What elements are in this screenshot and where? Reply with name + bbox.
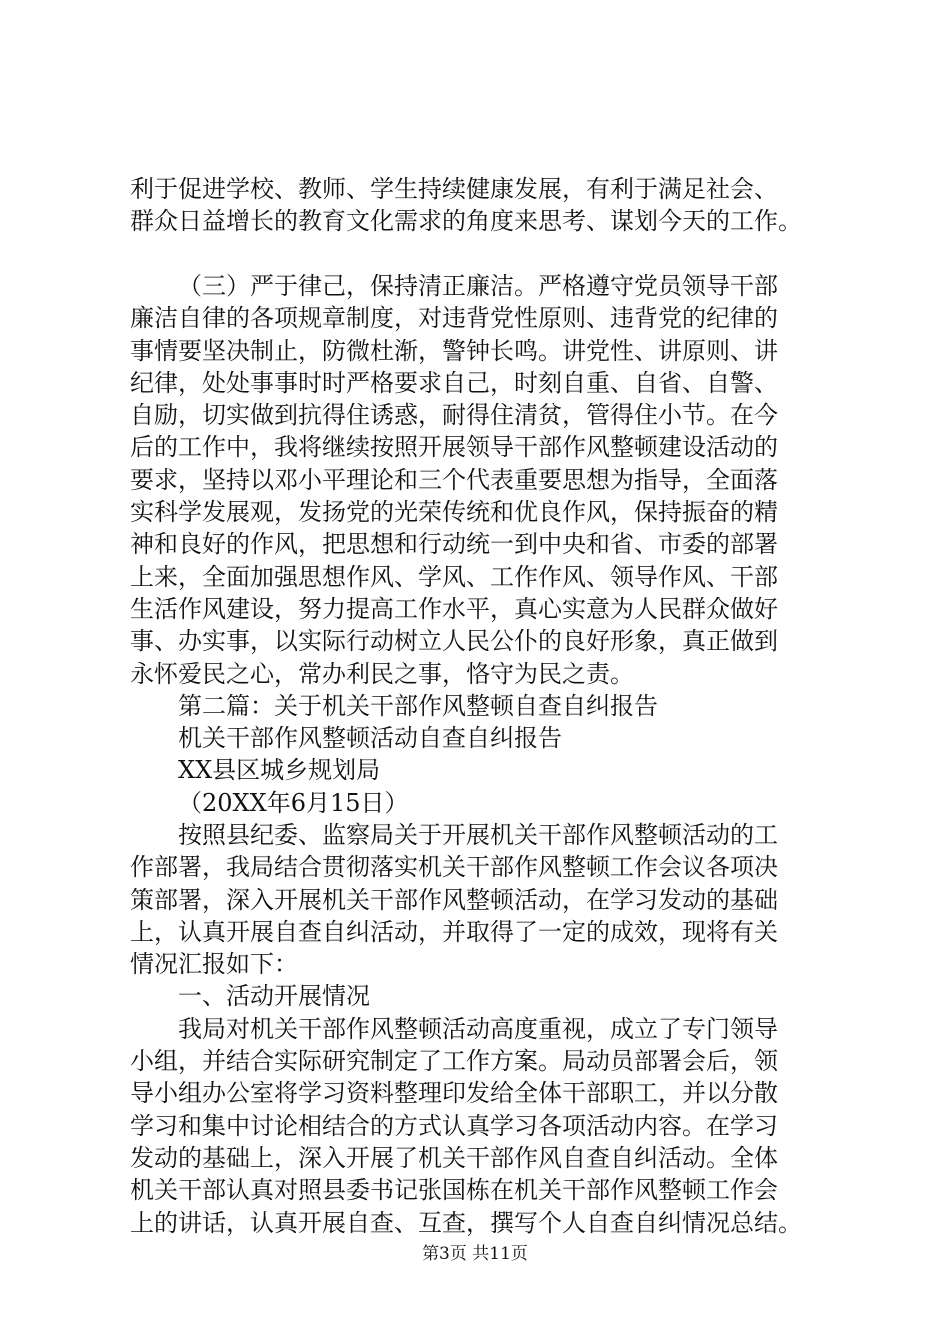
text-line-29: 学习和集中讨论相结合的方式认真学习各项活动内容。在学习 — [130, 1112, 778, 1140]
text-line-20: 按照县纪委、监察局关于开展机关干部作风整顿活动的工 — [178, 821, 778, 849]
text-line-3: （三）严于律己，保持清正廉洁。严格遵守党员领导干部 — [178, 272, 778, 300]
text-line-2: 群众日益增长的教育文化需求的角度来思考、谋划今天的工作。 — [130, 207, 802, 235]
page-footer: 第3页 共11页 — [422, 1244, 528, 1264]
text-line-23: 上，认真开展自查自纠活动，并取得了一定的成效，现将有关 — [130, 918, 778, 946]
report-title: 机关干部作风整顿活动自查自纠报告 — [178, 724, 562, 752]
text-line-14: 事、办实事，以实际行动树立人民公仆的良好形象，真正做到 — [130, 627, 778, 655]
text-line-11: 神和良好的作风，把思想和行动统一到中央和省、市委的部署 — [130, 530, 778, 558]
text-line-7: 自励，切实做到抗得住诱惑，耐得住清贫，管得住小节。在今 — [130, 401, 778, 429]
text-line-22: 策部署，深入开展机关干部作风整顿活动，在学习发动的基础 — [130, 886, 778, 914]
section-heading: 第二篇：关于机关干部作风整顿自查自纠报告 — [178, 692, 658, 720]
text-line-32: 上的讲话，认真开展自查、互查，撰写个人自查自纠情况总结。 — [130, 1209, 802, 1237]
text-line-31: 机关干部认真对照县委书记张国栋在机关干部作风整顿工作会 — [130, 1176, 778, 1204]
text-line-30: 发动的基础上，深入开展了机关干部作风自查自纠活动。全体 — [130, 1144, 778, 1172]
text-line-15: 永怀爱民之心，常办利民之事，恪守为民之责。 — [130, 660, 634, 688]
text-line-6: 纪律，处处事事时时严格要求自己，时刻自重、自省、自警、 — [130, 369, 778, 397]
subsection-heading: 一、活动开展情况 — [178, 982, 370, 1010]
text-line-4: 廉洁自律的各项规章制度，对违背党性原则、违背党的纪律的 — [130, 304, 778, 332]
text-line-24: 情况汇报如下： — [130, 950, 298, 978]
text-line-12: 上来，全面加强思想作风、学风、工作作风、领导作风、干部 — [130, 563, 778, 591]
report-date: （20XX年6月15日） — [178, 789, 409, 817]
report-organization: XX县区城乡规划局 — [178, 756, 381, 784]
text-line-21: 作部署，我局结合贯彻落实机关干部作风整顿工作会议各项决 — [130, 853, 778, 881]
text-line-28: 导小组办公室将学习资料整理印发给全体干部职工，并以分散 — [130, 1079, 778, 1107]
text-line-9: 要求，坚持以邓小平理论和三个代表重要思想为指导，全面落 — [130, 466, 778, 494]
text-line-27: 小组，并结合实际研究制定了工作方案。局动员部署会后，领 — [130, 1047, 778, 1075]
text-line-26: 我局对机关干部作风整顿活动高度重视，成立了专门领导 — [178, 1015, 778, 1043]
text-line-1: 利于促进学校、教师、学生持续健康发展，有利于满足社会、 — [130, 175, 778, 203]
text-line-8: 后的工作中，我将继续按照开展领导干部作风整顿建设活动的 — [130, 433, 778, 461]
text-line-10: 实科学发展观，发扬党的光荣传统和优良作风，保持振奋的精 — [130, 498, 778, 526]
text-line-5: 事情要坚决制止，防微杜渐，警钟长鸣。讲党性、讲原则、讲 — [130, 337, 778, 365]
text-line-13: 生活作风建设，努力提高工作水平，真心实意为人民群众做好 — [130, 595, 778, 623]
